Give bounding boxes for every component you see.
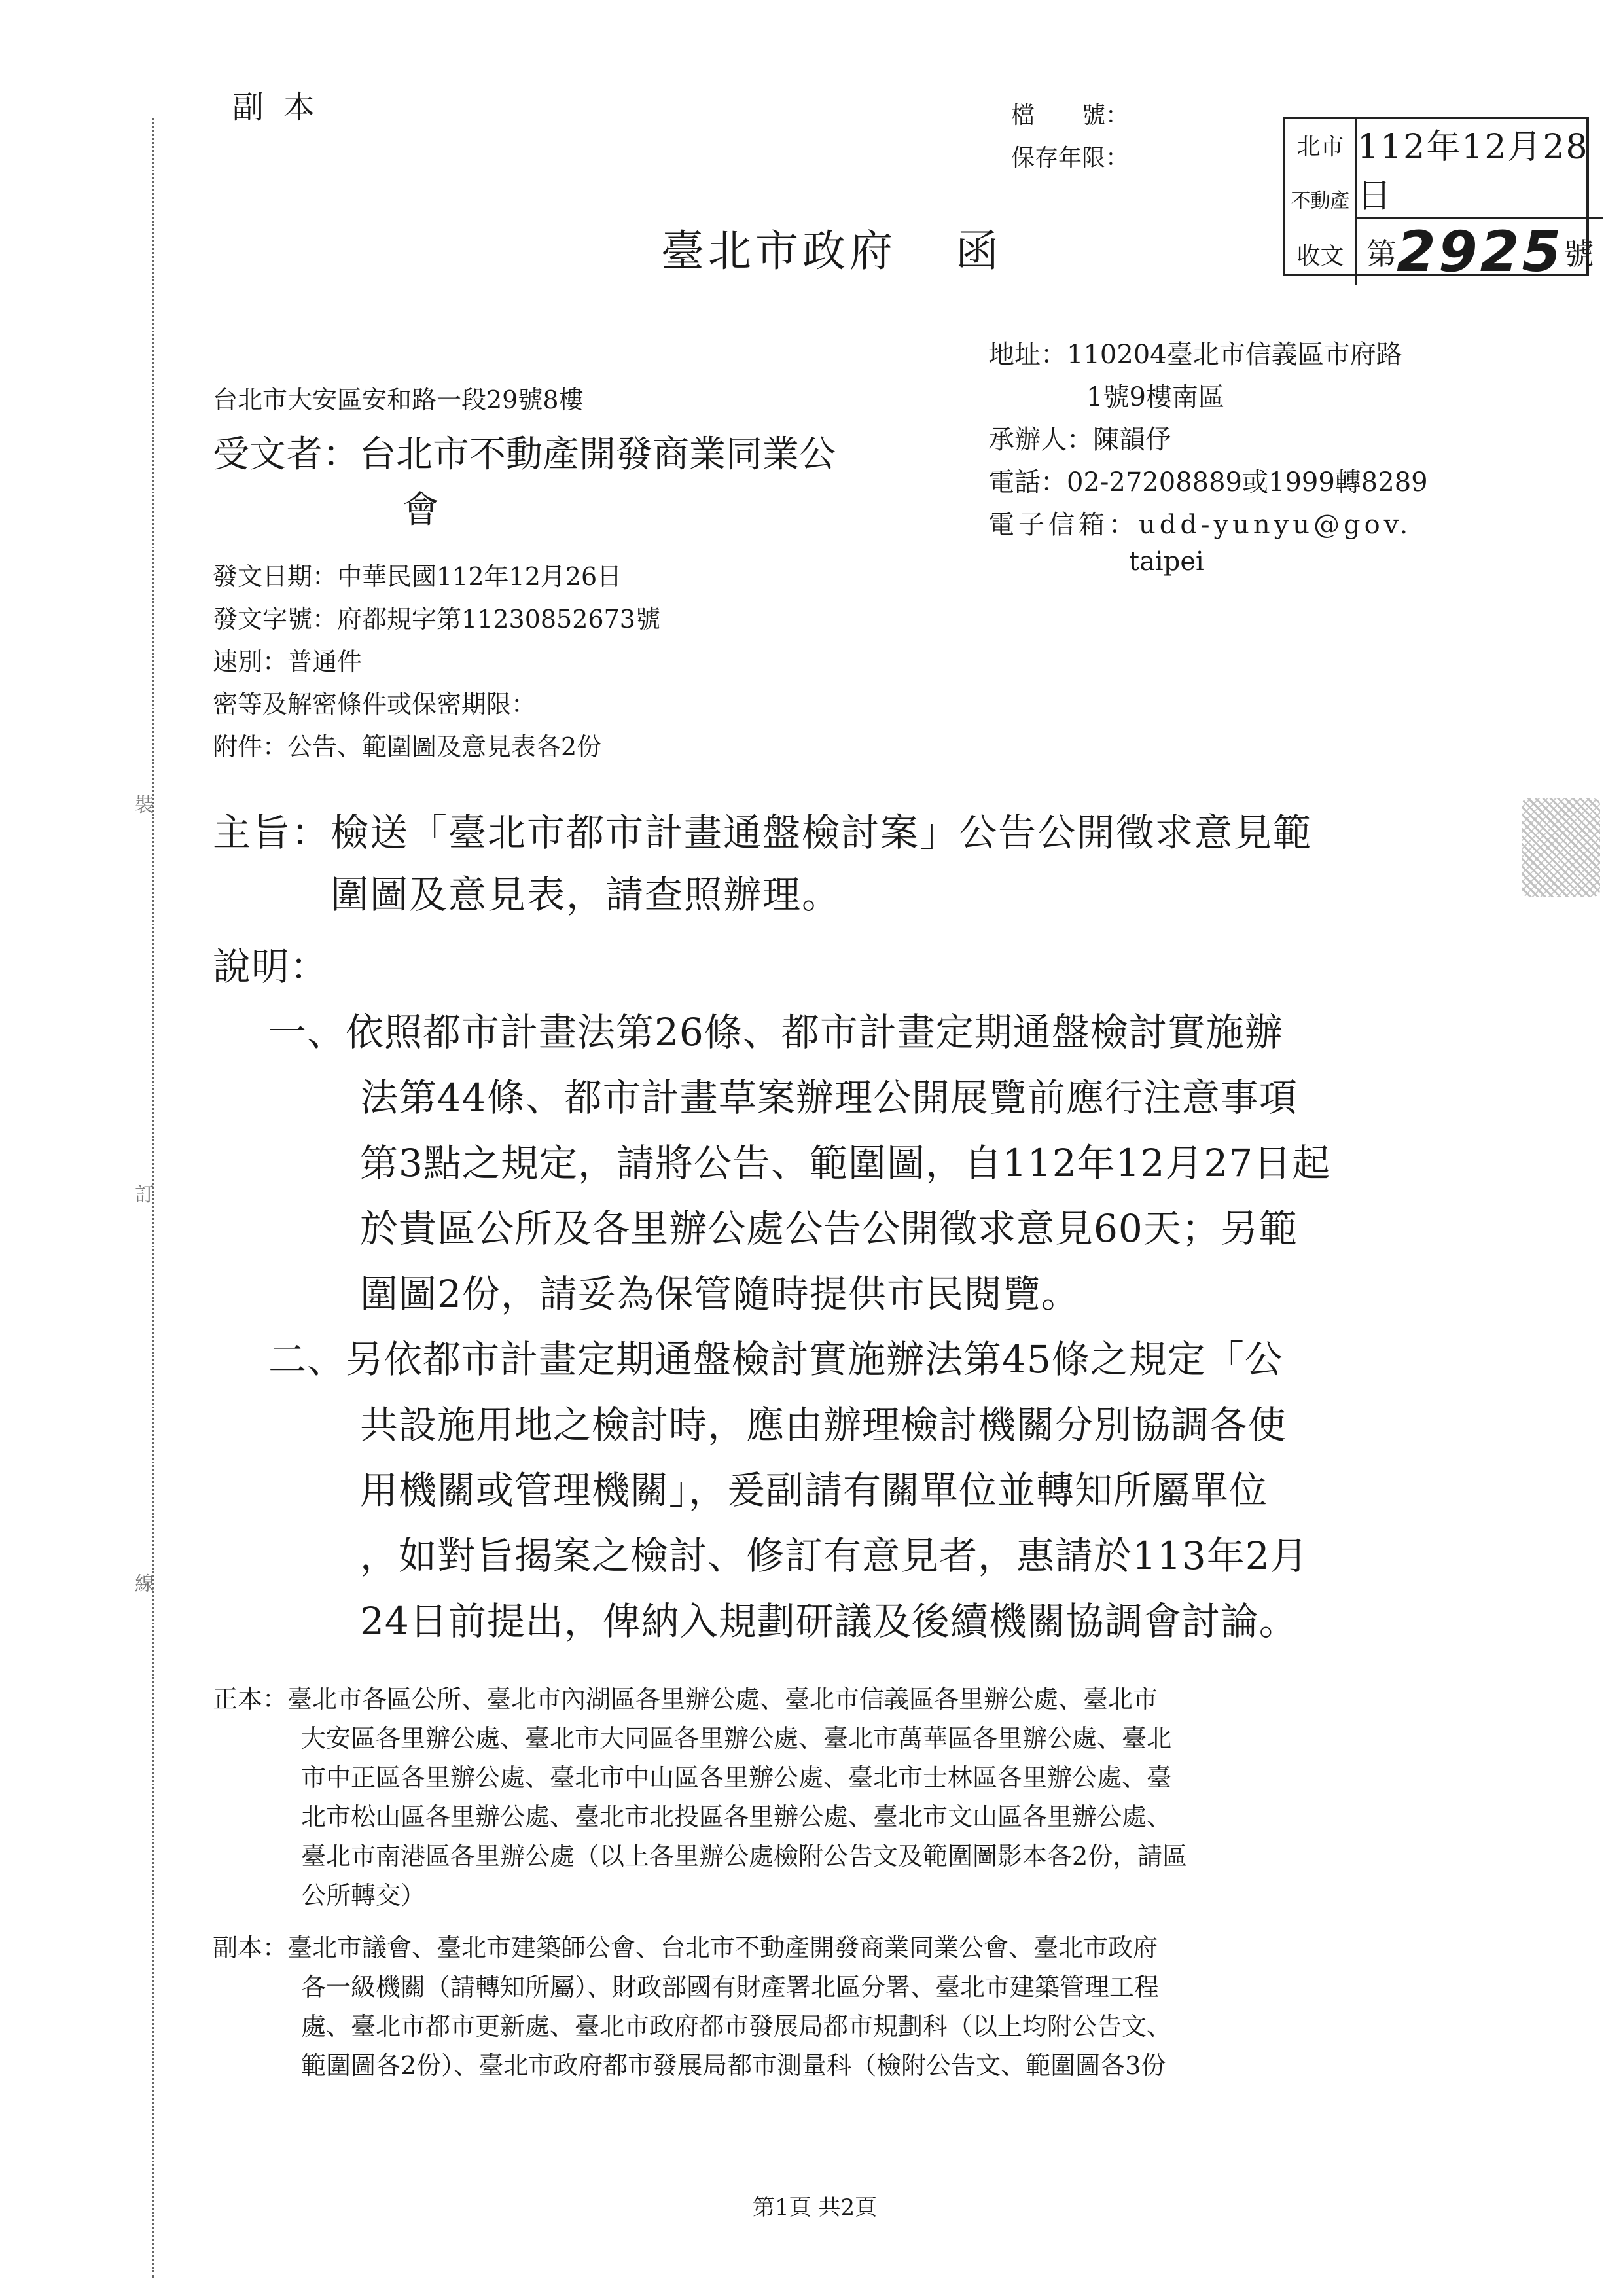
doc-number: 發文字號：府都規字第11230852673號: [213, 605, 660, 634]
title-kind: 函: [955, 226, 1003, 276]
stamp-number: 2925: [1397, 219, 1564, 285]
explanation-label: 說明：: [213, 944, 329, 989]
item1-line: 一、依照都市計畫法第26條、都市計畫定期通盤檢討實施辦: [268, 1010, 1283, 1054]
original-recipients-line: 大安區各里辦公處、臺北市大同區各里辦公處、臺北市萬華區各里辦公處、臺北: [301, 1724, 1172, 1753]
copy-recipients-line: 副本：臺北市議會、臺北市建築師公會、台北市不動產開發商業同業公會、臺北市政府: [213, 1933, 1158, 1962]
item1-line: 法第44條、都市計畫草案辦理公開展覽前應行注意事項: [360, 1075, 1298, 1120]
issue-date: 發文日期：中華民國112年12月26日: [213, 562, 622, 591]
file-number-label: 檔 號：: [1011, 102, 1130, 129]
subject-line1: 主旨：檢送「臺北市都市計畫通盤檢討案」公告公開徵求意見範: [213, 810, 1313, 855]
item1-line: 圍圖2份，請妥為保管隨時提供市民閱覽。: [360, 1272, 1080, 1316]
item1-line: 第3點之規定，請將公告、範圍圖，自112年12月27日起: [360, 1141, 1331, 1185]
original-recipients-line: 市中正區各里辦公處、臺北市中山區各里辦公處、臺北市士林區各里辦公處、臺: [301, 1763, 1172, 1792]
stamp-org-line: 不動產: [1291, 190, 1350, 213]
stamp-number-suffix: 號: [1563, 236, 1594, 272]
copy-type-label: 副本: [232, 89, 335, 126]
recipient-line1: 受文者：台北市不動產開發商業同業公: [213, 433, 836, 476]
contact-email-line2: taipei: [1129, 547, 1204, 577]
stamp-number-row: [1357, 219, 1603, 285]
copy-recipients-line: 範圍圖各2份）、臺北市政府都市發展局都市測量科（檢附公告文、範圍圖各3份: [301, 2051, 1166, 2080]
recipient-address: 台北市大安區安和路一段29號8樓: [213, 386, 584, 414]
copy-recipients-line: 各一級機關（請轉知所屬）、財政部國有財產署北區分署、臺北市建築管理工程: [301, 1973, 1160, 2001]
original-recipients-line: 正本：臺北市各區公所、臺北市內湖區各里辦公處、臺北市信義區各里辦公處、臺北市: [213, 1685, 1158, 1713]
stamp-org-line: 收文: [1296, 242, 1344, 270]
recipient-line2: 會: [402, 489, 439, 531]
title-org: 臺北市政府: [661, 226, 897, 276]
original-recipients-line: 公所轉交）: [301, 1881, 426, 1910]
delivery-speed: 速別：普通件: [213, 647, 363, 676]
retention-label: 保存年限：: [1011, 145, 1130, 171]
item2-line: 24日前提出，俾納入規劃研議及後續機關協調會討論。: [360, 1599, 1298, 1643]
page-footer: 第1頁 共2頁: [753, 2195, 878, 2221]
contact-phone: 電話：02-27208889或1999轉8289: [988, 467, 1428, 497]
stamp-number-prefix: 第: [1366, 236, 1397, 272]
attachments: 附件：公告、範圍圖及意見表各2份: [213, 732, 602, 761]
original-recipients-line: 臺北市南港區各里辦公處（以上各里辦公處檢附公告文及範圍圖影本各2份，請區: [301, 1842, 1188, 1871]
confidentiality: 密等及解密條件或保密期限：: [213, 690, 537, 719]
binding-mark-staple: 訂: [135, 1183, 154, 1206]
binding-mark-line: 線: [135, 1573, 154, 1596]
document-title: [661, 216, 1003, 278]
receipt-stamp: [1283, 117, 1594, 285]
item2-line: 二、另依都市計畫定期通盤檢討實施辦法第45條之規定「公: [268, 1337, 1283, 1382]
contact-email-line1: 電子信箱：udd-yunyu@gov.: [988, 510, 1412, 540]
stamp-org: [1285, 119, 1357, 285]
stamp-date: 112年12月28日: [1357, 119, 1603, 219]
item2-line: 共設施用地之檢討時，應由辦理檢討機關分別協調各使: [360, 1403, 1287, 1447]
original-recipients-line: 北市松山區各里辦公處、臺北市北投區各里辦公處、臺北市文山區各里辦公處、: [301, 1803, 1172, 1831]
item1-line: 於貴區公所及各里辦公處公告公開徵求意見60天；另範: [360, 1206, 1298, 1251]
sender-address-line1: 地址：110204臺北市信義區市府路: [988, 340, 1402, 370]
binding-mark-bind: 裝: [135, 794, 154, 817]
item2-line: ，如對旨揭案之檢討、修訂有意見者，惠請於113年2月: [360, 1534, 1309, 1578]
perforation-seal: [1522, 798, 1600, 897]
stamp-org-line: 北市: [1296, 134, 1344, 161]
copy-recipients-line: 處、臺北市都市更新處、臺北市政府都市發展局都市規劃科（以上均附公告文、: [301, 2012, 1172, 2041]
contact-person: 承辦人：陳韻伃: [988, 425, 1171, 455]
item2-line: 用機關或管理機關」，爰副請有關單位並轉知所屬單位: [360, 1468, 1268, 1513]
subject-line2: 圍圖及意見表，請查照辦理。: [330, 872, 842, 917]
sender-address-line2: 1號9樓南區: [1086, 382, 1224, 412]
